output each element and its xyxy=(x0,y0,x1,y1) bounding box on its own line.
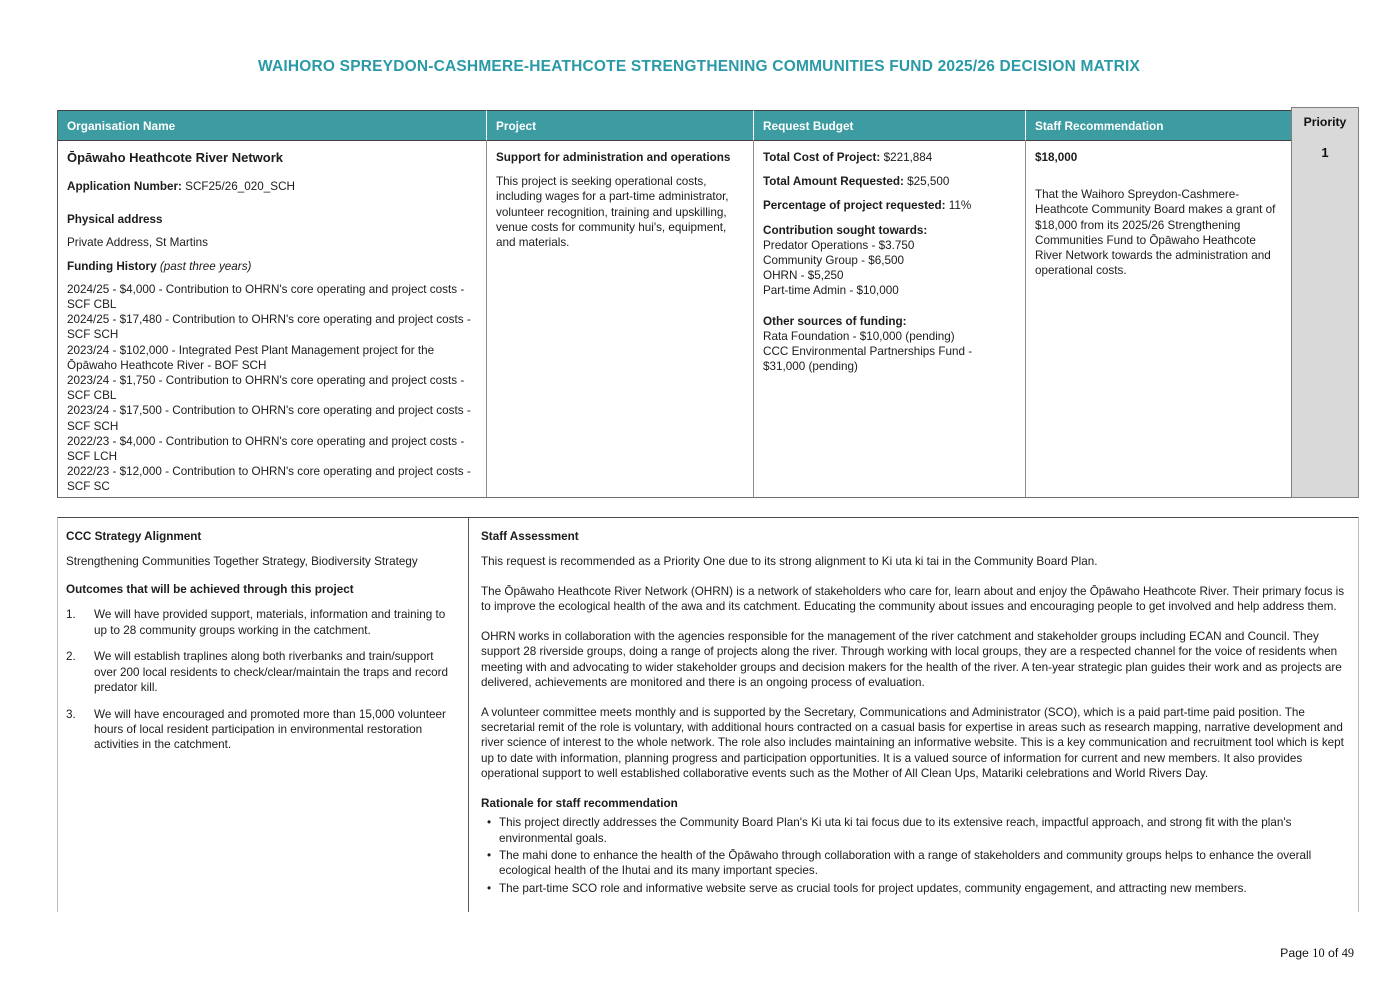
outcome-number: 2. xyxy=(66,650,76,664)
page-number xyxy=(1280,946,1354,961)
header-project: Project xyxy=(486,110,753,141)
funding-history-item: 2022/23 - $4,000 - Contribution to OHRN's core operating and project costs - SCF LCH xyxy=(67,434,465,463)
rationale-bullet-text: The mahi done to enhance the health of the Ōpāwaho through collaboration with a range of stakeholders and community groups helps to enhance the overall ecological health of the Ihutai and its many important species. xyxy=(499,849,1312,878)
rationale-bullet xyxy=(481,881,1354,896)
column-request-budget xyxy=(753,110,1025,498)
recommendation-amount: $18,000 xyxy=(1035,151,1078,164)
total-requested-line xyxy=(763,174,1016,189)
funding-history-item: 2023/24 - $17,500 - Contribution to OHRN's core operating and project costs - SCF SCH xyxy=(67,404,471,433)
column-staff-recommendation xyxy=(1025,110,1291,498)
staff-assessment-title: Staff Assessment xyxy=(481,530,579,543)
outcome-text: We will have provided support, materials, information and training to up to 28 community groups working in the catchment. xyxy=(94,608,446,637)
funding-history-item: 2024/25 - $17,480 - Contribution to OHRN's core operating and project costs - SCF SCH xyxy=(67,313,471,342)
cell-staff-recommendation xyxy=(1025,141,1291,498)
outcome-item xyxy=(66,607,452,638)
contribution-item: Part-time Admin - $10,000 xyxy=(763,284,899,298)
funding-history-item: 2022/23 - $12,000 - Contribution to OHRN's core operating and project costs - SCF SC xyxy=(67,465,471,494)
strategies-text: Strengthening Communities Together Strategy, Biodiversity Strategy xyxy=(66,555,418,569)
of-label: of xyxy=(1328,946,1339,960)
spacer xyxy=(763,299,1016,314)
physical-address-value: Private Address, St Martins xyxy=(67,236,208,250)
organisation-name: Ōpāwaho Heathcote River Network xyxy=(67,150,283,165)
assessment-paragraph: The Ōpāwaho Heathcote River Network (OHRN) is a network of stakeholders who care for, learn about and enjoy the Ōpāwaho Heathcote River. Their primary focus is to improve the ecological health of the awa and its catchment. Educating the community about issues and encouraging people to get involved and help address them. xyxy=(481,584,1345,614)
project-description: This project is seeking operational costs, including wages for a part-time administrator, volunteer recognition, training and upskilling, venue costs for community hui's, equipment, and materials. xyxy=(496,175,729,250)
page-label: Page xyxy=(1280,946,1309,960)
funding-history-item: 2023/24 - $1,750 - Contribution to OHRN's core operating and project costs - SCF CBL xyxy=(67,373,465,403)
assessment-section xyxy=(57,517,1359,912)
header-request-budget: Request Budget xyxy=(753,110,1025,141)
rationale-title: Rationale for staff recommendation xyxy=(481,796,678,810)
funding-history-title: Funding History xyxy=(67,259,160,273)
outcome-text: We will establish traplines along both riverbanks and train/support over 200 local residents to check/clear/maintain the traps and record predator kill. xyxy=(94,650,449,695)
funding-history-item: 2024/25 - $4,000 - Contribution to OHRN's core operating and project costs - SCF CBL xyxy=(67,282,465,311)
outcome-text: We will have encouraged and promoted more than 15,000 volunteer hours of local resident participation in environmental restoration activities in the catchment. xyxy=(94,707,446,752)
contribution-label: Contribution sought towards: xyxy=(763,223,928,237)
assessment-paragraph: This request is recommended as a Priority One due to its strong alignment to Ki uta ki tai in the Community Board Plan. xyxy=(481,555,1098,569)
total-pages-value: 49 xyxy=(1341,946,1354,960)
application-number-value: SCF25/26_020_SCH xyxy=(181,179,295,193)
outcome-number: 3. xyxy=(66,707,76,721)
total-requested-value: $25,500 xyxy=(907,175,950,189)
project-title: Support for administration and operations xyxy=(496,151,731,164)
other-source-item: CCC Environmental Partnerships Fund - $31,000 (pending) xyxy=(763,345,973,374)
bullet-icon: • xyxy=(487,849,492,862)
decision-matrix-table xyxy=(57,110,1359,498)
funding-history-item: 2023/24 - $102,000 - Integrated Pest Plant Management project for the Ōpāwaho Heathcote River - BOF SCH xyxy=(67,343,435,372)
total-cost-label: Total Cost of Project: xyxy=(763,151,884,164)
application-number-line xyxy=(67,179,477,194)
percentage-label: Percentage of project requested: xyxy=(763,199,949,213)
cell-project xyxy=(486,141,753,498)
assessment-paragraph: OHRN works in collaboration with the agencies responsible for the management of the river catchment and stakeholder groups including ECAN and Council. They support 28 riverside groups, doing a range of projects along the river. Through working with local groups, they are a respected channel for the voice of residents when meeting with and advocating to wider stakeholder groups and decision makers for the health of the river. A ten-year strategic plan guides their work and as projects are delivered, achievements are monitored and there is an ongoing process of evaluation. xyxy=(481,629,1342,690)
other-sources-label: Other sources of funding: xyxy=(763,314,907,328)
cell-request-budget xyxy=(753,141,1025,498)
rationale-bullet xyxy=(481,815,1354,846)
percentage-value: 11% xyxy=(948,199,972,213)
staff-assessment-panel xyxy=(469,518,1358,912)
ccc-strategy-alignment-panel xyxy=(58,518,469,912)
total-cost-line xyxy=(763,150,1016,165)
other-source-item: Rata Foundation - $10,000 (pending) xyxy=(763,329,955,343)
page-title: WAIHORO SPREYDON-CASHMERE-HEATHCOTE STRENGTHENING COMMUNITIES FUND 2025/26 DECISION MATRIX xyxy=(257,58,1141,75)
funding-history-note: (past three years) xyxy=(159,259,252,273)
funding-history-list xyxy=(67,282,477,495)
header-priority: Priority xyxy=(1303,115,1347,129)
funding-history-label xyxy=(67,259,477,274)
total-cost-value: $221,884 xyxy=(883,151,933,164)
column-priority xyxy=(1291,107,1359,498)
contribution-item: Predator Operations - $3.750 xyxy=(763,238,915,252)
outcome-item xyxy=(66,649,452,695)
recommendation-text: That the Waihoro Spreydon-Cashmere-Heathcote Community Board makes a grant of $18,000 from its 2025/26 Strengthening Communities Fund to Ōpāwaho Heathcote River Network towards the administration and operational costs. xyxy=(1035,188,1276,278)
outcome-number: 1. xyxy=(66,608,76,622)
assessment-paragraph: A volunteer committee meets monthly and is supported by the Secretary, Communications and Administrator (SCO), which is a paid part-time paid position. The secretarial remit of the role is voluntary, with additional hours contracted on a casual basis for expertise in areas such as research mapping, narrative development and river science of interest to the whole network. The role also includes maintaining an informative website. This is a key communication and recruitment tool which is kept up to date with information, planning progress and participation opportunities. It is a valued source of information for current and new members. It also provides operational support to well established collaborative events such as the Mother of All Clean Ups, Matariki celebrations and World Rivers Day. xyxy=(481,705,1344,781)
rationale-bullet xyxy=(481,848,1354,879)
cell-organisation xyxy=(58,141,486,498)
ccc-strategy-alignment-title: CCC Strategy Alignment xyxy=(66,530,202,543)
bullet-icon: • xyxy=(487,881,492,895)
outcomes-title: Outcomes that will be achieved through this project xyxy=(66,582,354,596)
rationale-bullet-text: The part-time SCO role and informative website serve as crucial tools for project updates, community engagement, and attracting new members. xyxy=(499,881,1247,895)
priority-value: 1 xyxy=(1321,145,1329,160)
header-staff-recommendation: Staff Recommendation xyxy=(1025,110,1291,141)
total-requested-label: Total Amount Requested: xyxy=(763,175,908,189)
percentage-line xyxy=(763,198,1016,213)
application-number-label: Application Number: xyxy=(67,179,182,193)
bullet-icon: • xyxy=(487,816,492,830)
header-organisation-name: Organisation Name xyxy=(58,110,486,141)
page-number-value: 10 xyxy=(1312,946,1325,960)
column-project xyxy=(486,110,753,498)
contribution-item: OHRN - $5,250 xyxy=(763,269,844,283)
physical-address-label: Physical address xyxy=(67,213,163,227)
rationale-bullet-text: This project directly addresses the Community Board Plan's Ki uta ki tai focus due to its extensive reach, impactful approach, and strong fit with the plan's environmental goals. xyxy=(499,816,1292,845)
column-organisation xyxy=(57,110,486,498)
contribution-item: Community Group - $6,500 xyxy=(763,254,904,268)
outcome-item xyxy=(66,707,452,753)
